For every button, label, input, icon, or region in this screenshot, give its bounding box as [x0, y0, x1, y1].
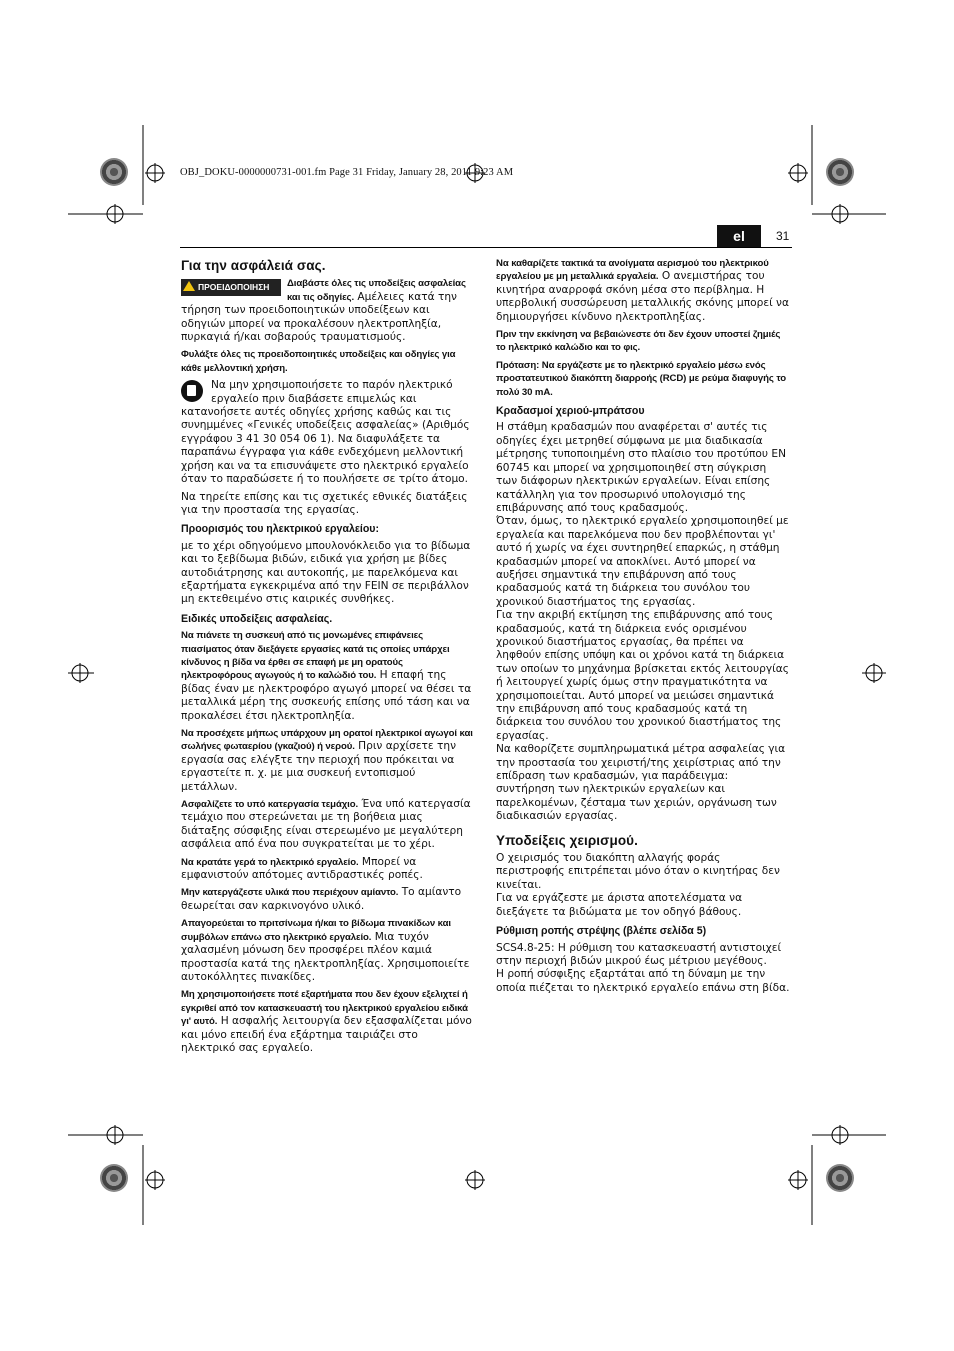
keep-instructions: Φυλάξτε όλες τις προειδοποιητικές υποδείξεις και οδηγίες για κάθε μελλοντική χρήση. [181, 349, 456, 374]
safety-item: Να καθαρίζετε τακτικά τα ανοίγματα αερισμού του ηλεκτρικού εργαλείου με μη μεταλλικά εργαλεία. Ο ανεμιστήρας του κινητήρα αναρροφά σκόνη μέσα στο περίβλημα. Η υπερβολική συσσώρευση μεταλλικής σκόνης μπορεί να δημιουργήσει κίνδυνο ηλεκτροπληξίας. [496, 258, 789, 323]
operation-text: Ο χειρισμός του διακόπτη αλλαγής φοράς περιστροφής επιτρέπεται μόνο όταν ο κινητήρας δεν κινείται. [496, 852, 780, 891]
warning-label: ΠΡΟΕΙΔΟΠΟΙΗΣΗ [181, 279, 281, 296]
torque-heading: Ρύθμιση ροπής στρέψης (βλέπε σελίδα 5) [496, 925, 707, 938]
purpose-heading: Προορισμός του ηλεκτρικού εργαλείου: [181, 523, 379, 536]
header-rule [180, 247, 792, 248]
purpose-paragraph: με το χέρι οδηγούμενο μπουλονόκλειδο για το βίδωμα και το ξεβίδωμα βιδών, ειδικά για χρήση με βίδες αυτοδιάτρησης και αυτοκοπής, με παρελκόμενα και εξαρτήματα εγκεκριμένα από την FEIN σε περιβάλλον μη εκτεθειμένο στις καιρικές συνθήκες. [181, 539, 471, 606]
operation-text: Για να εργάζεστε με άριστα αποτελέσματα να διεξάγετε τα βιδώματα με τον οδηγό βάθους. [496, 892, 743, 918]
warning-triangle-icon [183, 281, 195, 291]
torque-text: Η ροπή σύσφιξης εξαρτάται από τη δύναμη με την οποία πιέζεται το ηλεκτρικό εργαλείο επάνω στη βίδα. [496, 968, 790, 994]
special-safety-heading: Ειδικές υποδείξεις ασφαλείας. [181, 612, 333, 625]
safety-item: Πριν την εκκίνηση να βεβαιώνεστε ότι δεν έχουν υποστεί ζημιές το ηλεκτρικό καλώδιο και το φις. [496, 329, 781, 354]
file-header-line: OBJ_DOKU-0000000731-001.fm Page 31 Friday, January 28, 2011 9:23 AM [180, 167, 514, 178]
section-title-safety: Για την ασφάλειά σας. [181, 258, 326, 273]
safety-item: Μην κατεργάζεστε υλικά που περιέχουν αμίαντο. Το αμίαντο θεωρείται σαν καρκινογόνο υλικό. [181, 886, 462, 912]
vibration-heading: Κραδασμοί χεριού-μπράτσου [496, 405, 645, 418]
safety-item: Μη χρησιμοποιήσετε ποτέ εξαρτήματα που δεν έχουν εξελιχτεί ή εγκριθεί από τον κατασκευαστή του ηλεκτρικού εργαλείου ειδικά γι' αυτό. Η ασφαλής λειτουργία δεν εξασφαλίζεται μόνο και μόνο επειδή ένα εξάρτημα ταιριάζει στο ηλεκτρικό σας εργαλείο. [181, 989, 472, 1054]
warning-paragraph: ΠΡΟΕΙΔΟΠΟΙΗΣΗ Διαβάστε όλες τις υποδείξεις ασφαλείας και τις οδηγίες. Αμέλειες κατά την τήρηση των προειδοποιητικών υποδείξεων και οδηγιών μπορεί να προκαλέσουν ηλεκτροπληξία, πυρκαγιά ή/και σοβαρούς τραυματισμούς. [181, 278, 466, 344]
safety-item: Ασφαλίζετε το υπό κατεργασία τεμάχιο. Ένα υπό κατεργασία τεμάχιο που στερεώνεται με τη βοήθεια μιας διάταξης σύσφιξης είναι στερεωμένο με μεγαλύτερη ασφάλεια από ένα που συγκρατείται με το χέρι. [181, 798, 471, 851]
safety-item: Απαγορεύεται το πριτσίνωμα ή/και το βίδωμα πινακίδων και συμβόλων επάνω στο ηλεκτρικό εργαλείο. Μια τυχόν χαλασμένη μόνωση δεν προσφέρει πλέον καμιά προστασία κατά της ηλεκτροπληξίας. Χρησιμοποιείτε αυτοκόλλητες πινακίδες. [181, 918, 470, 983]
torque-text: SCS4.8-25: Η ρύθμιση του κατασκευαστή αντιστοιχεί στην περιοχή βιδών μικρού έως μέτριου μεγέθους. [496, 941, 782, 967]
left-column [181, 257, 475, 1059]
manual-paragraph: Να μην χρησιμοποιήσετε το παρόν ηλεκτρικό εργαλείο πριν διαβάσετε επιμελώς και κατανοήσετε αυτές οδηγίες χρήσης καθώς και τις συνημμένες «Γενικές υποδείξεις ασφαλείας» (Αριθμός εγγράφου 3 41 30 054 06 1). Να διαφυλάξετε τα παραπάνω έγγραφα για κάθε ενδεχόμενη μελλοντική χρήση και να τα επισυνάψετε στο ηλεκτρικό εργαλείο όταν το παραδώσετε ή το πουλήσετε σε τρίτο άτομο. [181, 379, 470, 486]
right-column [496, 257, 790, 999]
language-badge: el [717, 225, 761, 247]
safety-item: Να προσέχετε μήπως υπάρχουν μη ορατοί ηλεκτρικοί αγωγοί και σωλήνες φωταερίου (γκαζιού) ή νερού. Πριν αρχίσετε την εργασία σας ελέγξτε την περιοχή που πρόκειται να εργαστείτε π. χ. με μια συσκευή εντοπισμού μετάλλων. [181, 728, 473, 793]
safety-item: Πρόταση: Να εργάζεστε με το ηλεκτρικό εργαλείο μέσω ενός προστατευτικού διακόπτη διαρροής (RCD) με ρεύμα διαφυγής το πολύ 30 mA. [496, 359, 786, 398]
section-title-operation: Υποδείξεις χειρισμού. [496, 832, 638, 848]
vibration-text: Η στάθμη κραδασμών που αναφέρεται σ' αυτές τις οδηγίες έχει μετρηθεί σύμφωνα με μια διαδικασία μέτρησης τυποποιημένη στο πλαίσιο του προτύπου EN 60745 και μπορεί να χρησιμοποιηθεί στη σύγκριση των διάφορων ηλεκτρικών εργαλείων. Είναι επίσης κατάλληλη για τον προσωρινό υπολογισμό της επιβάρυνσης από τους κραδασμούς. Όταν, όμως, το ηλεκτρικό εργαλείο χρησιμοποιηθεί με εργαλεία και παρελκόμενα που δεν προβλέπονται γι' αυτό ή χωρίς να έχει συντηρηθεί επαρκώς, η στάθμη κραδασμών μπορεί να αποκλίνει. Αυτό μπορεί να αυξήσει σημαντικά την επιβάρυνση από τους κραδασμούς κατά τη διάρκεια του συνόλου του χρονικού διαστήματος της εργασίας. Για την ακριβή εκτίμηση της επιβάρυνσης από τους κραδασμούς, κατά τη διάρκεια ενός ορισμένου χρονικού διαστήματος εργασίας, θα πρέπει να ληφθούν επίσης υπόψη και οι χρόνοι κατά τη διάρκεια των οποίων το μηχάνημα βρίσκεται εκτός λειτουργίας ή λειτουργεί χωρίς όμως στην πραγματικότητα να χρησιμοποιείται. Αυτό μπορεί να μειώσει σημαντικά την επιβάρυνση από τους κραδασμούς κατά τη διάρκεια του συνόλου του χρονικού διαστήματος της εργασίας. Να καθορίζετε συμπληρωματικά μέτρα ασφαλείας για την προστασία του χειριστή/της χειρίστριας από την επίδραση των κραδασμών, για παράδειγμα: συντήρηση των ηλεκτρικών εργαλείων και παρελκομένων, ζέσταμα των χεριών, οργάνωση των διαδικασιών εργασίας. [496, 421, 789, 823]
read-manual-icon [181, 380, 203, 402]
national-rules-paragraph: Να τηρείτε επίσης και τις σχετικές εθνικές διατάξεις για την προστασία της εργασίας. [181, 490, 468, 516]
safety-item: Να κρατάτε γερά το ηλεκτρικό εργαλείο. Μπορεί να εμφανιστούν απότομες αντιδραστικές ροπές. [181, 855, 423, 882]
safety-item: Να πιάνετε τη συσκευή από τις μονωμένες επιφάνειες πιασίματος όταν διεξάγετε εργασίες κατά τις οποίες υπάρχει κίνδυνος η βίδα να έρθει σε επαφή με μη ορατούς ηλεκτροφόρους αγωγούς ή το καλώδιό του. Η επαφή της βίδας έναν με ηλεκτροφόρο αγωγό μπορεί να θέσει τα μεταλλικά μέρη της συσκευής επίσης υπό τάση και να προκαλέσει έτσι ηλεκτροπληξία. [181, 630, 472, 722]
page-number: 31 [776, 229, 790, 243]
